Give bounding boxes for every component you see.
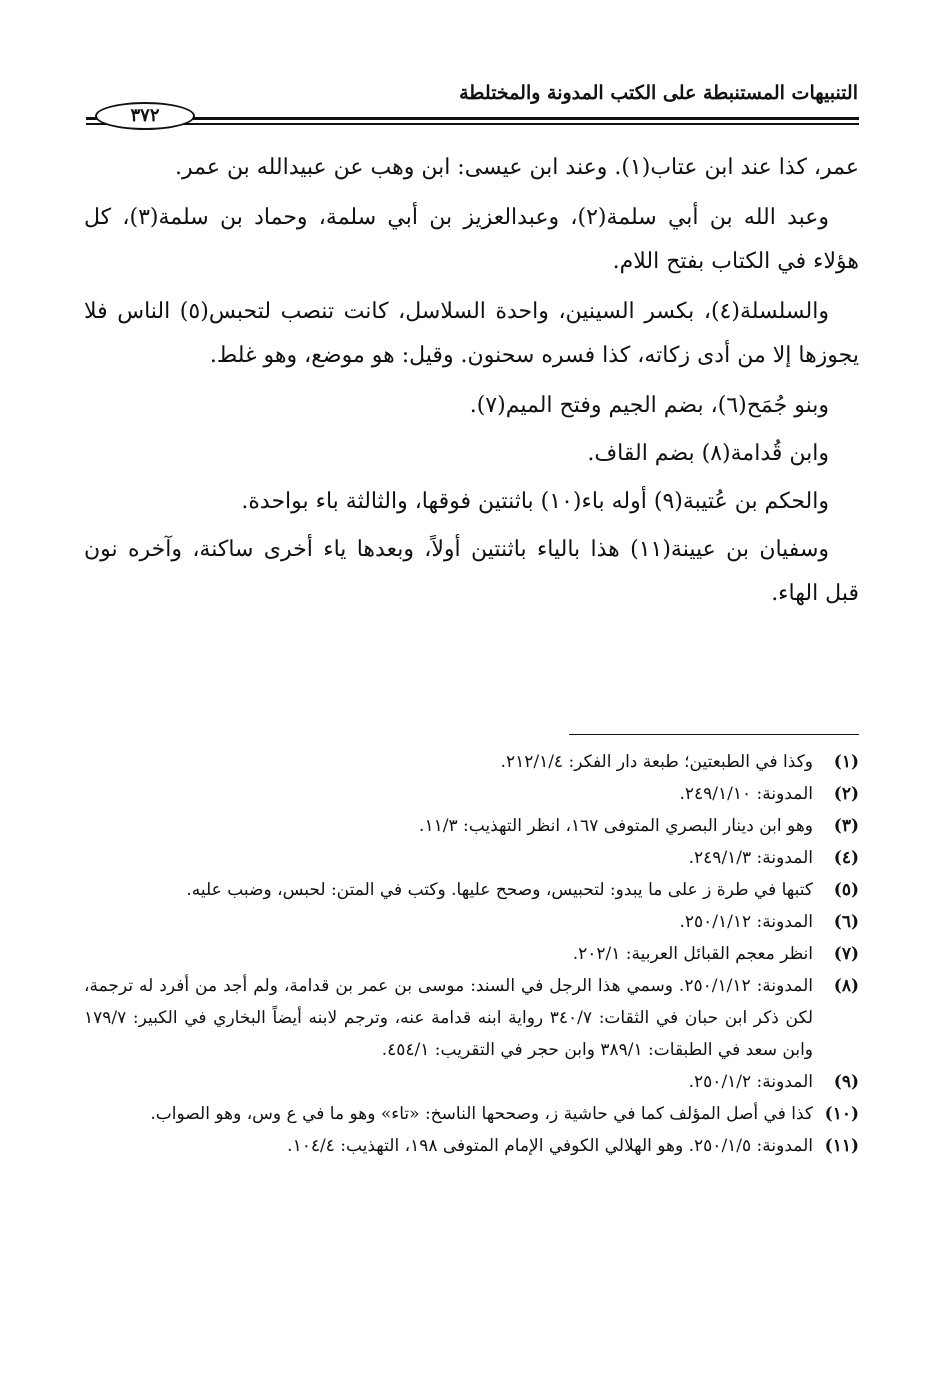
- running-title: التنبيهات المستنبطة على الكتب المدونة والمختلطة: [459, 82, 858, 104]
- footnote: [84, 1098, 859, 1130]
- footnote-number: (٦): [833, 912, 859, 932]
- paragraph: وعبد الله بن أبي سلمة(٢)، وعبدالعزيز بن أبي سلمة، وحماد بن سلمة(٣)، كل هؤلاء في الكتاب بفتح اللام.: [84, 205, 859, 274]
- footnote-number: (٣): [833, 816, 859, 836]
- header-rule-thick: [86, 117, 859, 120]
- footnote-text: المدونة: ٢٥٠/١/٥. وهو الهلالي الكوفي الإمام المتوفى ١٩٨، التهذيب: ١٠٤/٤.: [287, 1136, 813, 1156]
- footnote-text: انظر معجم القبائل العربية: ٢٠٢/١.: [572, 944, 813, 964]
- footnote: [84, 842, 859, 874]
- footnote-number: (١١): [824, 1136, 859, 1156]
- paragraph: وابن قُدامة(٨) بضم القاف.: [587, 441, 829, 466]
- footnotes: [84, 746, 859, 1162]
- footnote: [84, 874, 859, 906]
- footnote: [84, 810, 859, 842]
- footnote-text: المدونة: ٢٤٩/١/٣.: [688, 848, 813, 868]
- footnote-number: (٩): [833, 1072, 859, 1092]
- footnote: [84, 938, 859, 970]
- footnote: [84, 1130, 859, 1162]
- footnote-text: المدونة: ٢٥٠/١/١٢.: [679, 912, 813, 932]
- paragraph: عمر، كذا عند ابن عتاب(١). وعند ابن عيسى: ابن وهب عن عبيدالله بن عمر.: [174, 155, 859, 180]
- footnote-text: كذا في أصل المؤلف كما في حاشية ز، وصححها الناسخ: «تاء» وهو ما في ع وس، وهو الصواب.: [150, 1104, 813, 1124]
- footnote-text: المدونة: ٢٥٠/١/١٢. وسمي هذا الرجل في السند: موسى بن عمر بن قدامة، ولم أجد من أفرد له ترجمة، لكن ذكر ابن حبان في الثقات: ٣٤٠/٧ رواية ابنه قدامة عنه، وترجم لابنه أيضاً البخاري في الكبير: ١٧٩/٧ وابن سعد في الطبقات: ٣٨٩/١ وابن حجر في التقريب: ٤٥٤/١.: [84, 976, 814, 1060]
- footnote-text: المدونة: ٢٤٩/١/١٠.: [679, 784, 813, 804]
- footnote-number: (٧): [833, 944, 859, 964]
- paragraph: والحكم بن عُتيبة(٩) أوله باء(١٠) باثنتين فوقها، والثالثة باء بواحدة.: [241, 489, 829, 514]
- footnote-number: (٨): [833, 976, 859, 996]
- footnote: [84, 906, 859, 938]
- footnote-text: المدونة: ٢٥٠/١/٢.: [688, 1072, 813, 1092]
- footnote-text: وكذا في الطبعتين؛ طبعة دار الفكر: ٢١٢/١/٤.: [500, 752, 813, 772]
- footnote: [84, 1066, 859, 1098]
- footnote-separator: [569, 734, 859, 735]
- footnote: [84, 970, 859, 1066]
- footnote-number: (١): [833, 752, 859, 772]
- footnote-text: وهو ابن دينار البصري المتوفى ١٦٧، انظر التهذيب: ١١/٣.: [419, 816, 813, 836]
- footnote-text: كتبها في طرة ز على ما يبدو: لتحبيس، وصحح عليها. وكتب في المتن: لحبس، وضبب عليه.: [186, 880, 813, 900]
- footnote-number: (٤): [833, 848, 859, 868]
- footnote: [84, 746, 859, 778]
- footnote-number: (٢): [833, 784, 859, 804]
- paragraph: وسفيان بن عيينة(١١) هذا بالياء باثنتين أولاً، وبعدها ياء أخرى ساكنة، وآخره نون قبل الهاء.: [84, 537, 859, 606]
- page-number: ٣٧٢: [95, 102, 195, 130]
- paragraph: وبنو جُمَح(٦)، بضم الجيم وفتح الميم(٧).: [469, 393, 829, 418]
- header-rule-thin: [86, 123, 859, 125]
- footnote: [84, 778, 859, 810]
- paragraph: والسلسلة(٤)، بكسر السينين، واحدة السلاسل، كانت تنصب لتحبس(٥) الناس فلا يجوزها إلا من أدى زكاته، كذا فسره سحنون. وقيل: هو موضع، وهو غلط.: [84, 299, 859, 368]
- main-text: [84, 146, 859, 622]
- footnote-number: (١٠): [824, 1104, 859, 1124]
- footnote-number: (٥): [833, 880, 859, 900]
